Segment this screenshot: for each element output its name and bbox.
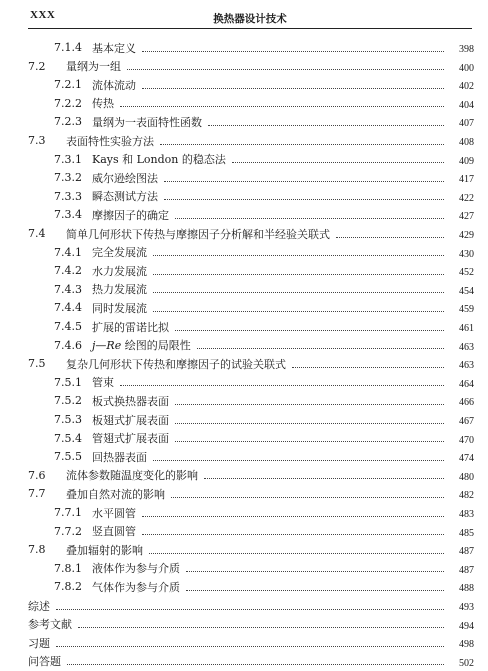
toc-dot-leader	[120, 384, 444, 386]
toc-dot-leader	[142, 515, 444, 517]
toc-entry-number: 7.4.2	[54, 264, 82, 278]
toc-dot-leader	[186, 589, 444, 591]
toc-entry[interactable]	[0, 75, 474, 94]
toc-dot-leader	[292, 366, 444, 368]
toc-dot-leader	[175, 403, 444, 405]
toc-entry-title: 威尔逊绘图法	[92, 171, 158, 185]
toc-entry[interactable]	[0, 484, 474, 503]
toc-entry[interactable]	[0, 336, 474, 355]
toc-entry[interactable]	[0, 652, 474, 671]
toc-entry-page: 467	[459, 416, 474, 427]
toc-entry-page: 400	[459, 62, 474, 74]
toc-dot-leader	[160, 143, 444, 145]
toc-dot-leader	[208, 124, 444, 126]
toc-entry-page: 502	[459, 657, 474, 669]
toc-entry-number: 7.8.1	[54, 561, 82, 575]
toc-entry[interactable]	[0, 429, 474, 448]
toc-dot-leader	[232, 161, 444, 163]
toc-entry[interactable]	[0, 112, 474, 131]
toc-entry[interactable]	[0, 410, 474, 429]
toc-entry-page: 454	[459, 285, 474, 297]
header-title: 换热器设计技术	[213, 13, 287, 25]
toc-entry-title: 板翅式扩展表面	[92, 413, 169, 427]
toc-dot-leader	[153, 310, 444, 312]
toc-entry[interactable]	[0, 391, 474, 410]
toc-entry-page: 485	[459, 527, 474, 539]
toc-entry-number: 7.4.1	[54, 245, 82, 259]
toc-entry-page: 482	[459, 490, 474, 502]
toc-entry-number: 7.5.3	[54, 413, 82, 426]
toc-entry[interactable]	[0, 224, 474, 243]
toc-dot-leader	[175, 440, 444, 442]
toc-entry[interactable]	[0, 373, 474, 392]
toc-entry[interactable]	[0, 596, 474, 615]
toc-dot-leader	[56, 608, 444, 610]
toc-entry-number: 7.8.2	[54, 580, 82, 594]
toc-entry-page: 398	[459, 44, 474, 55]
toc-entry[interactable]	[0, 577, 474, 596]
toc-entry-number: 7.3.3	[54, 189, 82, 203]
toc-entry-title: 叠加自然对流的影响	[66, 487, 165, 501]
toc-entry-page: 480	[459, 471, 474, 483]
toc-entry-title: 热力发展流	[92, 283, 147, 297]
toc-entry-page: 488	[459, 583, 474, 595]
toc-entry-title: 复杂几何形状下传热和摩擦因子的试验关联式	[66, 357, 286, 371]
header-book-code: XXX	[30, 9, 56, 21]
toc-entry-title: 叠加辐射的影响	[66, 543, 143, 557]
toc-entry-page: 494	[459, 620, 474, 632]
toc-entry-page: 402	[459, 81, 474, 93]
toc-entry-page: 404	[459, 99, 474, 111]
toc-entry[interactable]	[0, 633, 474, 652]
toc-entry-page: 409	[459, 155, 474, 167]
toc-dot-leader	[149, 552, 444, 554]
toc-entry-page: 427	[459, 211, 474, 223]
toc-entry-number: 7.5.2	[54, 394, 82, 408]
toc-entry-page: 483	[459, 509, 474, 520]
toc-dot-leader	[142, 533, 444, 535]
toc-entry-number: 7.4.6	[54, 338, 82, 352]
toc-entry-title: 液体作为参与介质	[92, 562, 180, 576]
toc-entry-title: 管翅式扩展表面	[92, 432, 169, 446]
toc-dot-leader	[78, 626, 444, 628]
toc-entry-page: 430	[459, 248, 474, 260]
toc-dot-leader	[153, 254, 444, 256]
toc-dot-leader	[127, 68, 444, 70]
toc-entry-page: 493	[459, 602, 474, 613]
toc-entry-number: 7.4.3	[54, 282, 82, 296]
toc-entry[interactable]	[0, 522, 474, 541]
toc-entry-page: 487	[459, 546, 474, 558]
toc-entry[interactable]	[0, 94, 474, 113]
toc-entry-title: 流体流动	[92, 78, 136, 92]
toc-dot-leader	[171, 496, 444, 498]
toc-entry-number: 7.7.1	[54, 506, 82, 519]
toc-dot-leader	[153, 291, 444, 293]
toc-entry-page: 461	[459, 323, 474, 334]
toc-entry-number: 7.5.1	[54, 375, 82, 389]
toc-entry[interactable]	[0, 131, 474, 150]
toc-entry-title: 扩展的雷诺比拟	[92, 320, 169, 334]
toc-entry[interactable]	[0, 168, 474, 187]
toc-entry-page: 422	[459, 192, 474, 204]
toc-entry-number: 7.2	[28, 59, 46, 73]
toc-entry[interactable]	[0, 615, 474, 634]
toc-dot-leader	[153, 273, 444, 275]
toc-entry[interactable]	[0, 150, 474, 169]
toc-entry-title-text: 绘图的局限性	[121, 339, 191, 353]
toc-entry-title: 习题	[28, 636, 50, 650]
toc-entry-number: 7.4.4	[54, 301, 82, 315]
toc-entry-number: 7.7.2	[54, 524, 82, 538]
toc-dot-leader	[175, 217, 444, 219]
toc-entry-title: 水平圆管	[92, 506, 136, 520]
toc-dot-leader	[175, 329, 444, 331]
toc-entry[interactable]	[0, 187, 474, 206]
toc-entry-page: 464	[459, 378, 474, 390]
toc-entry-number: 7.2.3	[54, 115, 82, 129]
toc-entry-title: 简单几何形状下传热与摩擦因子分析解和半经验关联式	[66, 227, 330, 241]
toc-entry-page: 408	[459, 137, 474, 148]
toc-entry-title: 板式换热器表面	[92, 394, 169, 408]
running-header	[28, 8, 472, 29]
toc-entry-title: 综述	[28, 599, 50, 613]
toc-dot-leader	[204, 477, 444, 479]
toc-entry-number: 7.3.2	[54, 171, 82, 185]
toc-entry-title: 同时发展流	[92, 301, 147, 315]
toc-entry-number: 7.4.5	[54, 320, 82, 333]
toc-entry-title: 瞬态测试方法	[92, 190, 158, 204]
toc-entry[interactable]	[0, 298, 474, 317]
toc-dot-leader	[164, 180, 444, 182]
toc-dot-leader	[164, 198, 444, 200]
toc-entry-page: 463	[459, 360, 474, 372]
toc-entry-page: 429	[459, 230, 474, 241]
toc-entry-number: 7.7	[28, 487, 46, 501]
toc-entry-page: 417	[459, 174, 474, 186]
toc-entry-title: 完全发展流	[92, 246, 147, 260]
toc-entry-title: 传热	[92, 97, 114, 111]
toc-entry[interactable]	[0, 503, 474, 522]
toc-entry-number: 7.5.5	[54, 450, 82, 464]
toc-entry[interactable]	[0, 317, 474, 336]
toc-entry-title: 参考文献	[28, 618, 72, 632]
toc-dot-leader	[197, 347, 444, 349]
toc-entry-page: 466	[459, 397, 474, 409]
toc-entry-page: 487	[459, 564, 474, 576]
toc-entry[interactable]	[0, 447, 474, 466]
toc-entry-number: 7.5.4	[54, 431, 82, 445]
toc-entry-page: 470	[459, 434, 474, 446]
toc-entry-number: 7.5	[28, 357, 46, 371]
toc-entry-page: 498	[459, 639, 474, 651]
toc-entry[interactable]	[0, 57, 474, 76]
toc-entry-title: 量纲为一组	[66, 60, 121, 74]
toc-entry[interactable]	[0, 559, 474, 578]
toc-entry-title: 量纲为一表面特性函数	[92, 115, 202, 129]
toc-entry-title: 气体作为参与介质	[92, 580, 180, 594]
toc-entry[interactable]	[0, 280, 474, 299]
toc-entry-title: 水力发展流	[92, 264, 147, 278]
toc-entry-page: 474	[459, 453, 474, 465]
toc-entry-number: 7.6	[28, 468, 46, 482]
toc-entry[interactable]	[0, 205, 474, 224]
toc-entry-title: 回热器表面	[92, 450, 147, 464]
toc-entry[interactable]	[0, 354, 474, 373]
toc-entry-number: 7.8	[28, 543, 46, 557]
toc-entry-number: 7.3	[28, 134, 46, 147]
toc-entry-page: 459	[459, 304, 474, 316]
toc-entry-title: 基本定义	[92, 41, 136, 55]
toc-entry-title: 问答题	[28, 655, 61, 669]
toc-entry[interactable]	[0, 261, 474, 280]
toc-entry-number: 7.1.4	[54, 41, 82, 54]
toc-entry-title-symbol: j—Re	[92, 339, 122, 353]
toc-dot-leader	[142, 87, 444, 89]
toc-entry-number: 7.4	[28, 227, 46, 240]
toc-entry[interactable]	[0, 243, 474, 262]
toc-entry-title: 管束	[92, 376, 114, 390]
toc-entry-title: 摩擦因子的确定	[92, 208, 169, 222]
toc-entry-page: 452	[459, 267, 474, 279]
toc-entry[interactable]	[0, 540, 474, 559]
toc-entry-number: 7.2.2	[54, 96, 82, 110]
toc-entry-number: 7.3.1	[54, 152, 82, 166]
toc-entry-title: 表面特性实验方法	[66, 134, 154, 148]
toc-entry-page: 407	[459, 118, 474, 130]
toc-dot-leader	[120, 105, 444, 107]
toc-entry-title	[92, 337, 191, 353]
toc-entry[interactable]	[0, 38, 474, 57]
toc-dot-leader	[142, 50, 444, 52]
toc-dot-leader	[175, 422, 444, 424]
toc-entry-number: 7.2.1	[54, 78, 82, 92]
toc-dot-leader	[336, 236, 444, 238]
toc-entry-title: 流体参数随温度变化的影响	[66, 469, 198, 483]
toc-dot-leader	[67, 663, 444, 665]
toc-entry-number: 7.3.4	[54, 208, 82, 222]
toc-entry-title: Kays 和 London 的稳态法	[92, 153, 226, 167]
toc-entry-title: 竖直圆管	[92, 525, 136, 539]
toc-entry[interactable]	[0, 466, 474, 485]
toc-dot-leader	[56, 645, 444, 647]
toc-dot-leader	[153, 459, 444, 461]
toc-entry-page: 463	[459, 341, 474, 353]
toc-dot-leader	[186, 570, 444, 572]
